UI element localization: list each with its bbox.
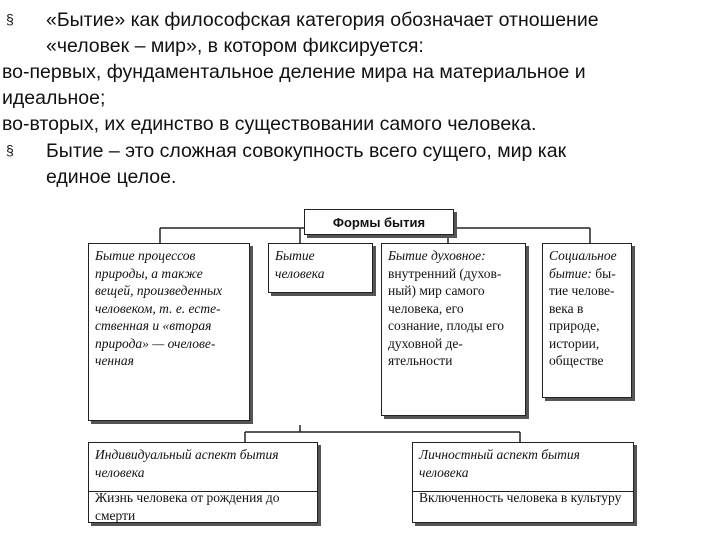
form-4-italic: Социальное бытие: [549,248,617,281]
bullet-1-text: «Бытие» как философская категория обозначает отношение [46,9,599,31]
aspect-individual-content: Жизнь человека от рождения до смерти [95,490,280,523]
first-point-line-2: идеальное; [2,87,106,109]
bullet-item-1-line-2: «человек – мир», в котором фиксируется: [46,35,424,57]
aspect-individual-title: Индивидуальный аспект бытия человека [89,443,317,492]
form-1-italic: Бытие процессов природы, а также вещей, произведенных человеком, т. е. естественная и «вторая природа» — очеловеченная [95,248,223,368]
diagram-title: Формы бытия [304,209,454,235]
bullet-2-text: Бытие – это сложная совокупность всего сущего, мир как [46,140,567,162]
form-3-italic: Бытие духовное: [388,248,486,263]
bullet-square-icon: § [6,11,14,27]
form-3-normal: внутренний (духовный) мир самого человека, его сознание, плоды его духовной деятельности [388,265,505,368]
form-box-4 [542,243,632,398]
form-box-2 [268,243,373,293]
form-2-italic: Бытие человека [275,248,325,281]
aspect-box-individual [88,442,318,523]
second-point: во-вторых, их единство в существовании самого человека. [2,113,537,135]
form-box-3 [381,243,526,416]
bullet-item-2-line-2: единое целое. [46,166,177,188]
first-point-line-1: во-первых, фундаментальное деление мира на материальное и [2,61,586,83]
form-box-1 [88,243,250,421]
bullet-square-icon: § [6,142,14,158]
form-4-normal: бытие человевека в природе, истории, обществе [549,265,616,368]
aspect-box-personal [412,442,634,523]
aspect-personal-title: Личностный аспект бытия человека [413,443,633,492]
aspect-personal-content: Включенность человека в культуру [419,490,622,505]
